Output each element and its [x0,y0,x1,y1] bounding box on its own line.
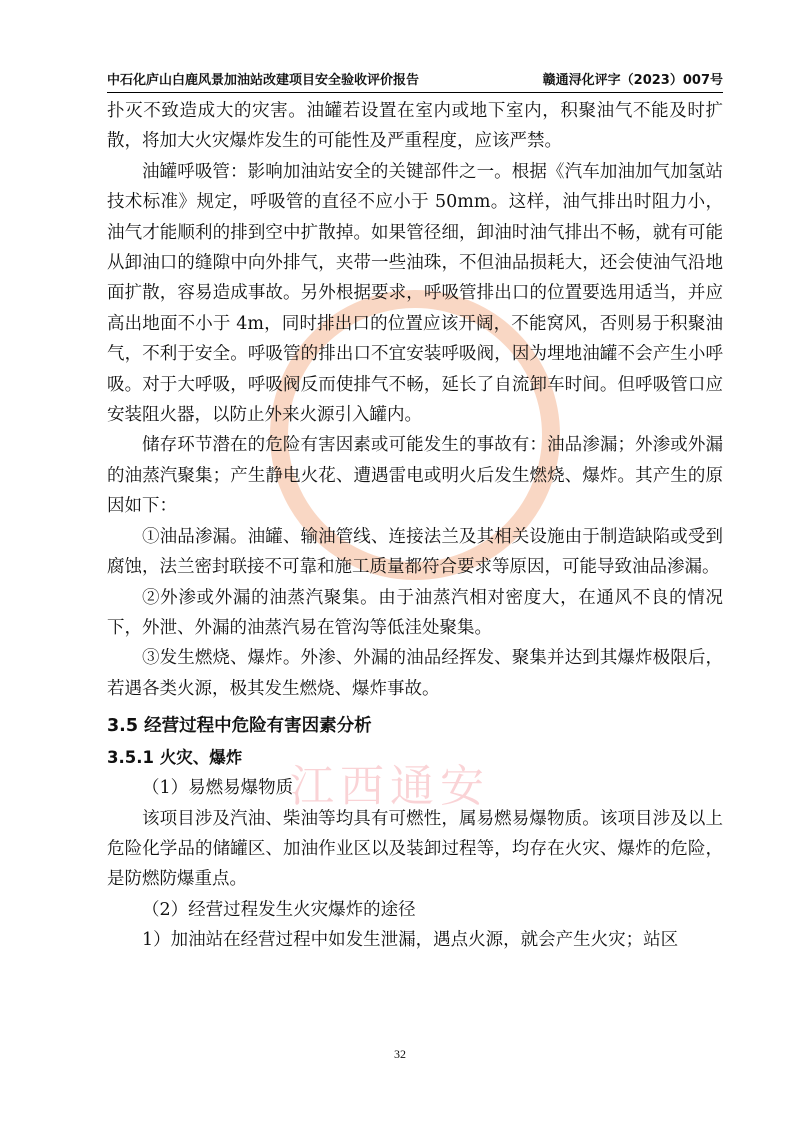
paragraph: 该项目涉及汽油、柴油等均具有可燃性，属易燃易爆物质。该项目涉及以上危险化学品的储罐区、加油作业区以及装卸过程等，均存在火灾、爆炸的危险，是防燃防爆重点。 [107,808,723,890]
watermark-text: 江西通安 [290,761,490,812]
paragraph: ①油品渗漏。油罐、输油管线、连接法兰及其相关设施由于制造缺陷或受到腐蚀，法兰密封联接不可靠和施工质量都符合要求等原因，可能导致油品渗漏。 [107,526,723,578]
paragraph: ②外渗或外漏的油蒸汽聚集。由于油蒸汽相对密度大，在通风不良的情况下，外泄、外漏的油蒸汽易在管沟等低洼处聚集。 [107,587,723,638]
report-number: 赣通浔化评字（2023）007号 [542,73,723,88]
paragraph: 1）加油站在经营过程中如发生泄漏，遇点火源，就会产生火灾；站区 [142,930,679,951]
item-heading: （1）易燃易爆物质 [142,778,294,799]
paragraph: ③发生燃烧、爆炸。外渗、外漏的油品经挥发、聚集并达到其爆炸极限后，若遇各类火源，极其发生燃烧、爆炸事故。 [107,648,723,699]
paragraph: 储存环节潜在的危险有害因素或可能发生的事故有：油品渗漏；外渗或外漏的油蒸汽聚集；产生静电火花、遭遇雷电或明火后发生燃烧、爆炸。其产生的原因如下： [107,435,723,517]
report-title: 中石化庐山白鹿风景加油站改建项目安全验收评价报告 [107,73,420,88]
subsection-heading: 3.5.1 火灾、爆炸 [107,748,243,768]
item-heading: （2）经营过程发生火灾爆炸的途径 [142,899,416,920]
paragraph: 油罐呼吸管：影响加油站安全的关键部件之一。根据《汽车加油加气加氢站技术标准》规定，呼吸管的直径不应小于 50mm。这样，油气排出时阻力小，油气才能顺利的排到空中扩散掉。如果管径细，卸油时油气排出不畅，就有可能从卸油口的缝隙中向外排气，夹带一些油珠，不但油品损耗大，还会使油气沿地面扩散，容易造成事故。另外根据要求，呼吸管排出口的位置要选用适当，并应高出地面不小于 4m，同时排出口的位置应该开阔，不能窝风，否则易于积聚油气，不利于安全。呼吸管的排出口不宜安装呼吸阀，因为埋地油罐不会产生小呼吸。对于大呼吸，呼吸阀反而使排气不畅，延长了自流卸车时间。但呼吸管口应安装阻火器，以防止外来火源引入罐内。 [107,161,723,426]
section-heading: 3.5 经营过程中危险有害因素分析 [107,716,372,737]
page-body [107,96,723,956]
page-header [107,70,723,93]
page-number: 32 [394,1047,406,1061]
paragraph: 扑灭不致造成大的灾害。油罐若设置在室内或地下室内，积聚油气不能及时扩散，将加大火灾爆炸发生的可能性及严重程度，应该严禁。 [107,101,723,152]
